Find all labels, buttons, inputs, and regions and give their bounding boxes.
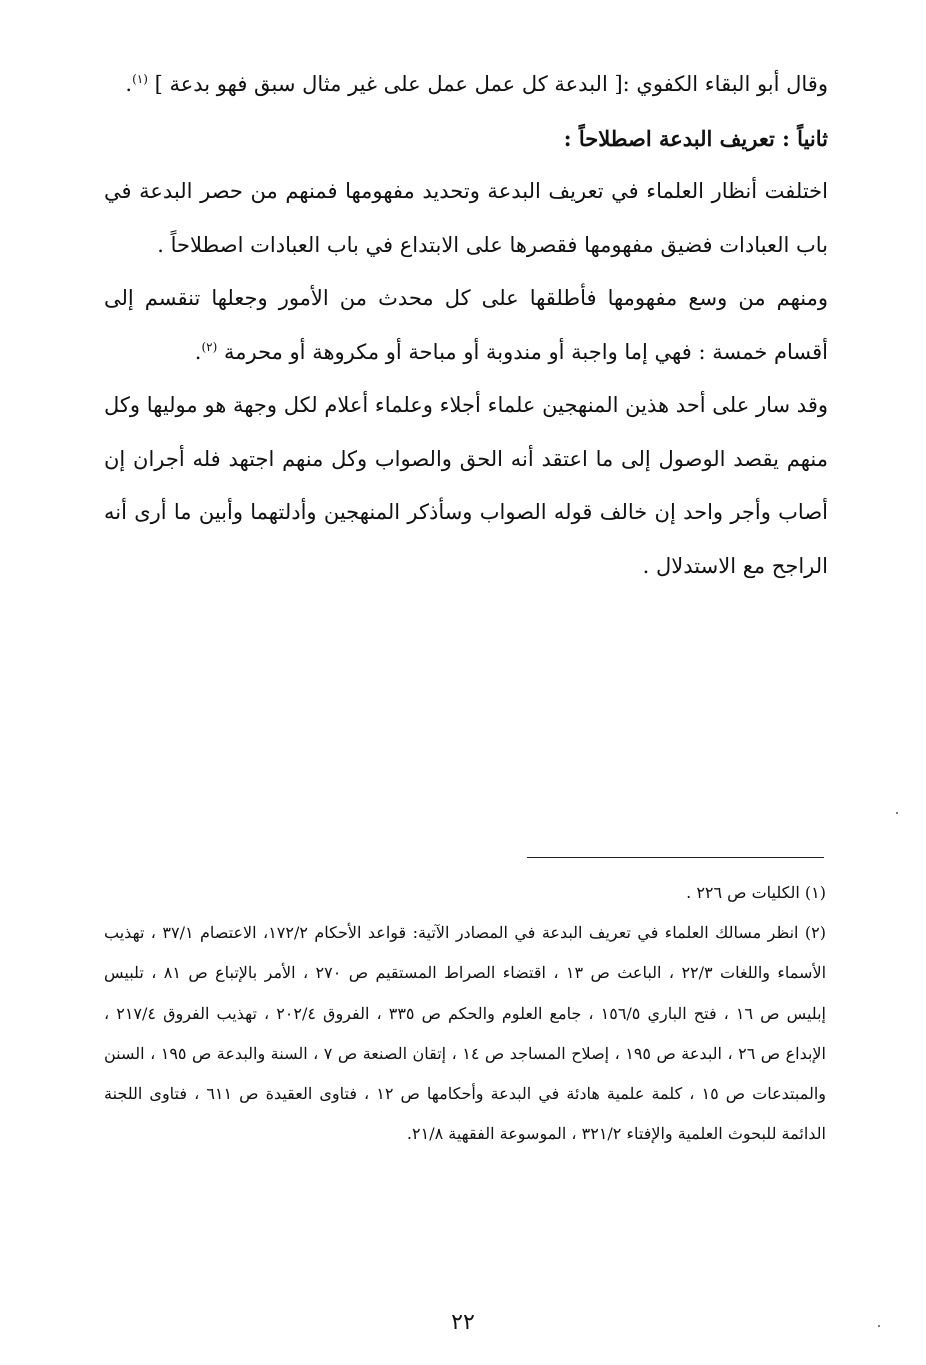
page-number: ٢٢ <box>451 1310 475 1335</box>
section-heading: ثانياً : تعريف البدعة اصطلاحاً : <box>563 125 828 151</box>
footnote-ref-2[interactable]: (٢) <box>201 339 218 354</box>
quote-end: . <box>125 72 133 96</box>
footnote-1: (١) الكليات ص ٢٢٦ . <box>686 883 826 902</box>
footnote-2: (٢) انظر مسالك العلماء في تعريف البدعة في المصادر الآتية: قواعد الأحكام ١٧٢/٢، الاعتصام ٣٧/١ ، تهذيب الأسماء واللغات ٢٢/٣ ، الباعث ص ١٣ ، اقتضاء الصراط المستقيم ص ٢٧٠ ، الأمر بالإتباع ص ٨١ ، تلبيس إبليس ص ١٦ ، فتح الباري ١٥٦/٥ ، جامع العلوم والحكم ص ٣٣٥ ، الفروق ٢٠٢/٤ ، تهذيب الفروق ٢١٧/٤ ، الإبداع ص ٢٦ ، البدعة ص ١٩٥ ، إصلاح المساجد ص ١٤ ، إتقان الصنعة ص ٧ ، السنة والبدعة ص ١٩٥ ، السنن والمبتدعات ص ١٥ ، كلمة علمية هادئة في البدعة وأحكامها ص ١٢ ، فتاوى العقيدة ص ٦١١ ، فتاوى اللجنة الدائمة للبحوث العلمية والإفتاء ٣٢١/٢ ، الموسوعة الفقهية ٢١/٨. <box>104 923 827 1144</box>
footnote-separator <box>527 857 824 858</box>
scan-speck <box>896 812 898 814</box>
paragraph-definitions: اختلفت أنظار العلماء في تعريف البدعة وتحديد مفهومها فمنهم من حصر البدعة في باب العبادات فضيق مفهومها فقصرها على الابتداع في باب العبادات اصطلاحاً . <box>104 179 828 257</box>
footnotes <box>104 873 826 1154</box>
main-text <box>104 58 828 593</box>
paragraph-methodology: وقد سار على أحد هذين المنهجين علماء أجلاء وعلماء أعلام لكل وجهة هو موليها وكل منهم يقصد الوصول إلى ما اعتقد أنه الحق والصواب وكل منهم اجتهد فله أجران إن أصاب وأجر واحد إن خالف قوله الصواب وسأذكر المنهجين وأدلتهما وأبين ما أرى أنه الراجح مع الاستدلال . <box>104 393 828 578</box>
scan-speck <box>878 1325 880 1327</box>
quote-text: وقال أبو البقاء الكفوي :[ البدعة كل عمل عمل على غير مثال سبق فهو بدعة ] <box>154 72 828 96</box>
paragraph-broad-view <box>104 272 828 379</box>
paragraph-quote <box>104 58 828 112</box>
broad-view-text: ومنهم من وسع مفهومها فأطلقها على كل محدث من الأمور وجعلها تنقسم إلى أقسام خمسة : فهي إما واجبة أو مندوبة أو مباحة أو مكروهة أو محرمة <box>104 286 828 364</box>
broad-view-end: . <box>194 339 202 364</box>
footnote-ref-1[interactable]: (١) <box>132 72 148 86</box>
